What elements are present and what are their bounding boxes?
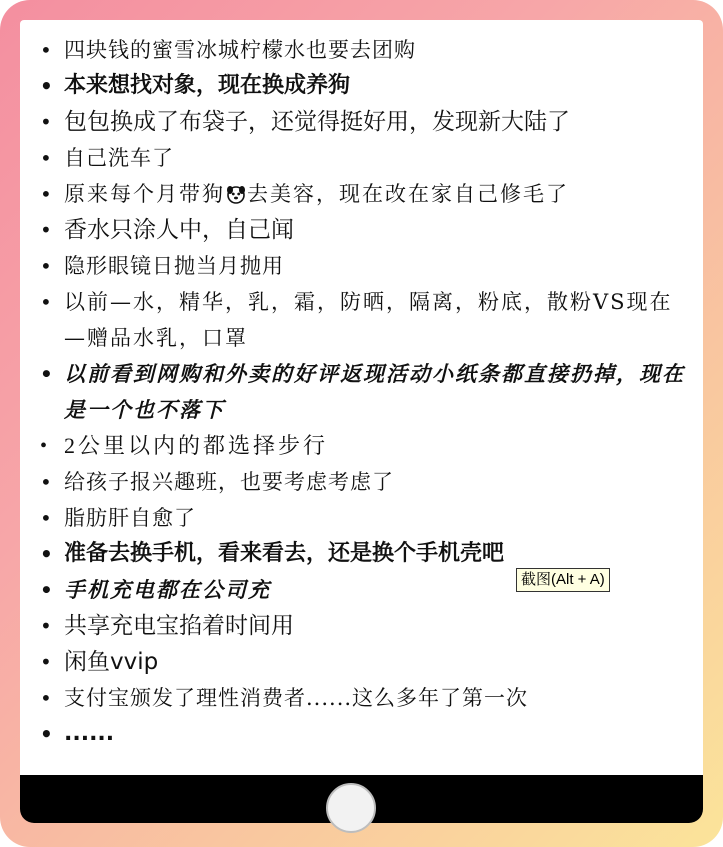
list-item-text: 包包换成了布袋子，还觉得挺好用，发现新大陆了 <box>64 109 570 135</box>
list-item-text: 原来每个月带狗 <box>64 182 225 206</box>
bullet-icon: • <box>40 542 53 566</box>
list-item <box>20 212 703 248</box>
bullet-icon: • <box>40 146 53 170</box>
bullet-icon: • <box>40 722 53 746</box>
list-item-text: 脂肪肝自愈了 <box>64 506 196 530</box>
list-item <box>20 248 703 284</box>
list-item-text: 给孩子报兴趣班，也要考虑考虑了 <box>64 470 394 494</box>
list-item <box>20 716 703 752</box>
bullet-icon: • <box>40 182 54 206</box>
bullet-icon: • <box>40 110 52 134</box>
bullet-icon: • <box>40 686 53 710</box>
bottom-bar <box>20 775 703 823</box>
list-item-text: ...... <box>64 721 115 746</box>
bullet-icon: • <box>40 290 54 314</box>
list-item-text: 以前—水，精华，乳，霜，防晒，隔离，粉底，散粉VS现在—赠品水乳，口罩 <box>64 290 673 350</box>
bullet-icon: • <box>40 614 52 638</box>
dog-face-icon <box>226 184 246 204</box>
list-item-text: 四块钱的蜜雪冰城柠檬水也要去团购 <box>64 38 416 62</box>
list-item <box>20 608 703 644</box>
bullet-icon: • <box>40 435 51 457</box>
list-item-text: 隐形眼镜日抛当月抛用 <box>64 254 284 278</box>
bullet-icon: • <box>40 38 53 62</box>
list-item <box>20 500 703 536</box>
list-item <box>20 176 703 212</box>
bullet-icon: • <box>40 362 55 386</box>
bullet-icon: • <box>40 578 55 602</box>
bullet-icon: • <box>40 254 53 278</box>
bullet-icon: • <box>40 506 53 530</box>
list-item-text: 支付宝颁发了理性消费者......这么多年了第一次 <box>64 686 529 710</box>
content-screen <box>20 20 703 775</box>
list-item-text: 去美容，现在改在家自己修毛了 <box>247 182 569 206</box>
bullet-icon: • <box>40 74 53 98</box>
list-item-text: 2公里以内的都选择步行 <box>64 433 329 458</box>
list-item <box>20 32 703 68</box>
list-item-text: 闲鱼vvip <box>64 649 159 675</box>
list-item <box>20 464 703 500</box>
screenshot-tooltip: 截图(Alt + A) <box>516 568 610 592</box>
list-item-text: 香水只涂人中，自己闻 <box>64 217 294 243</box>
list-item <box>20 284 703 356</box>
list-item <box>20 428 703 464</box>
list-item-text: 本来想找对象，现在换成养狗 <box>64 73 351 98</box>
list-item-text: 准备去换手机，看来看去，还是换个手机壳吧 <box>64 541 505 566</box>
list-item-text: 共享充电宝掐着时间用 <box>64 613 294 639</box>
list-item <box>20 68 703 104</box>
list-item <box>20 140 703 176</box>
list-item <box>20 680 703 716</box>
list-item-text: 手机充电都在公司充 <box>64 577 271 602</box>
list-item <box>20 644 703 680</box>
bullet-icon: • <box>40 470 53 494</box>
bullet-list <box>20 20 703 752</box>
bullet-icon: • <box>40 218 52 242</box>
list-item <box>20 104 703 140</box>
bullet-icon: • <box>40 650 52 674</box>
list-item <box>20 356 703 428</box>
list-item-text: 以前看到网购和外卖的好评返现活动小纸条都直接扔掉，现在是一个也不落下 <box>64 361 685 422</box>
list-item-text: 自己洗车了 <box>64 146 174 170</box>
home-button[interactable] <box>326 783 376 833</box>
list-item <box>20 536 703 572</box>
